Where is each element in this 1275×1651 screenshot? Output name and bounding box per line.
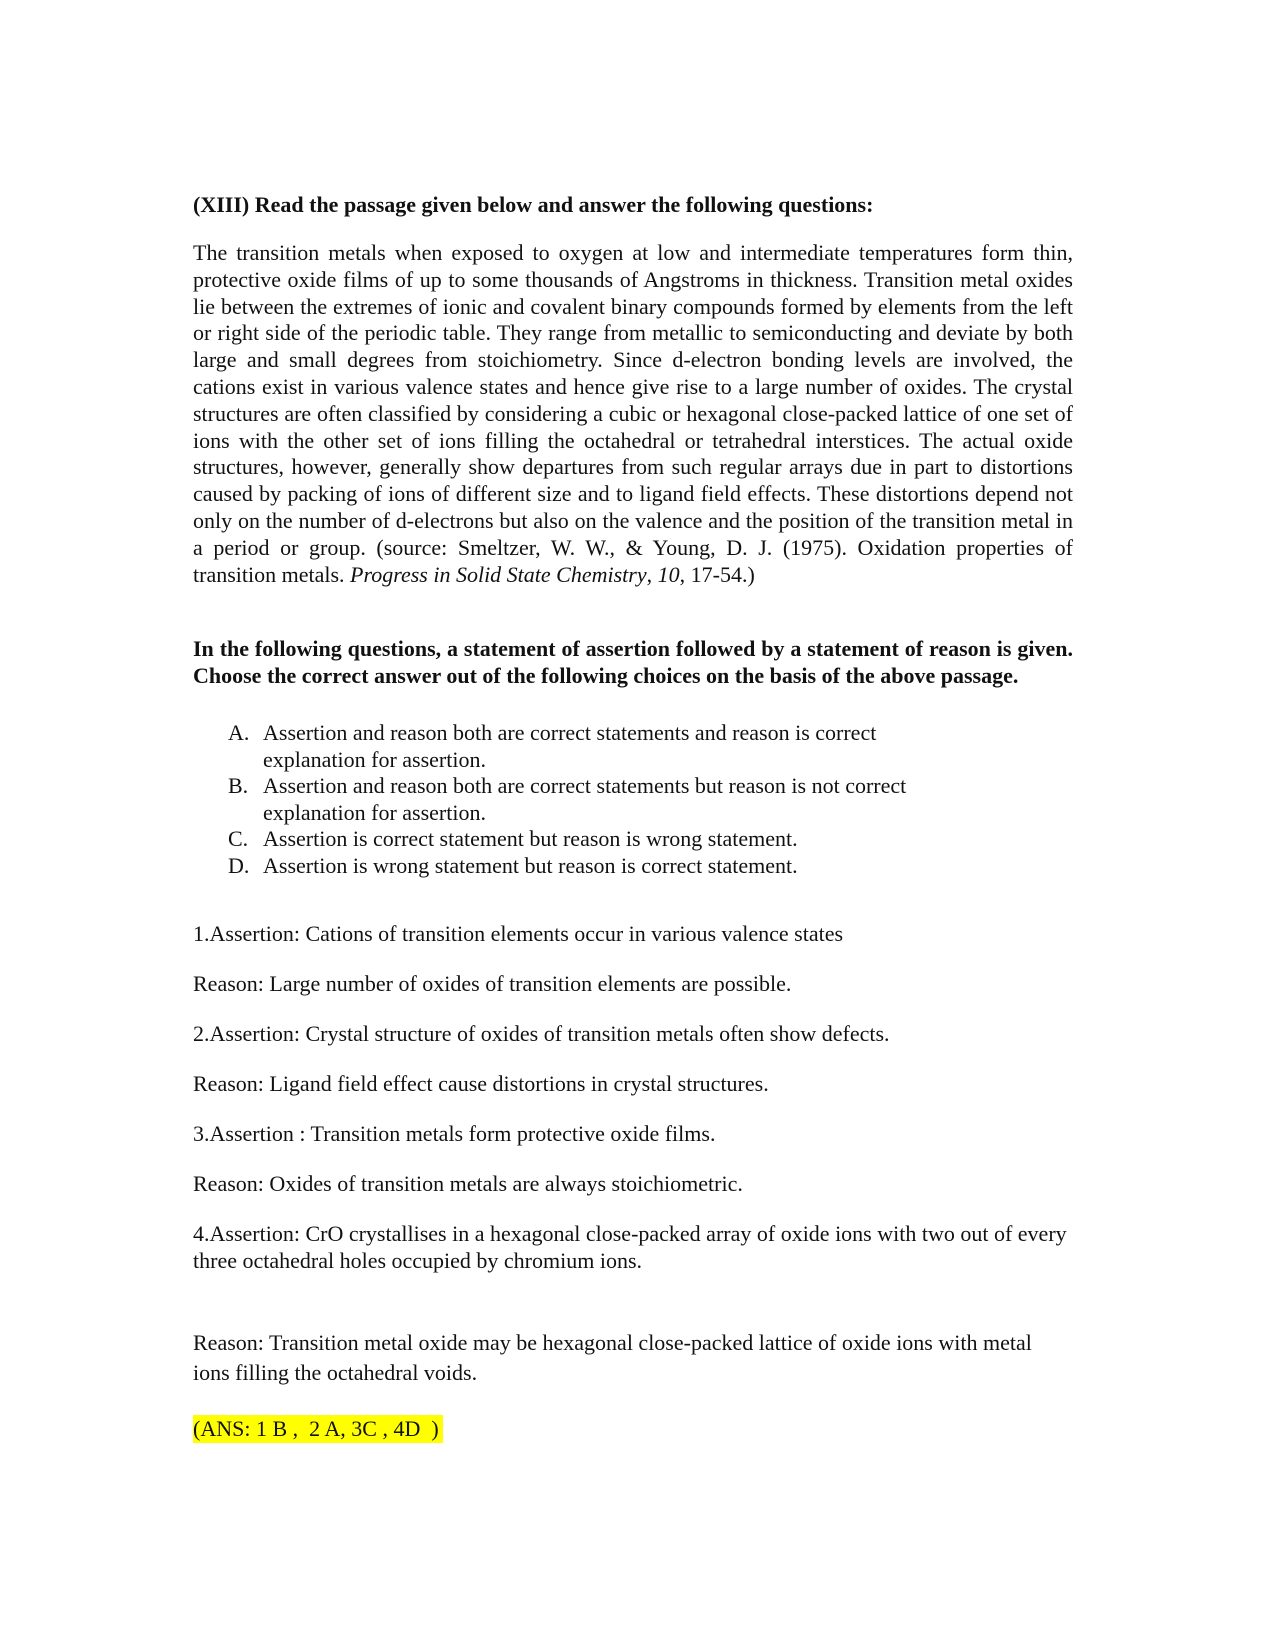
question-4-assertion: 4.Assertion: CrO crystallises in a hexagonal close-packed array of oxide ions with two out of every three octahedral holes occupied by chromium ions. xyxy=(193,1221,1067,1273)
question-1-reason: Reason: Large number of oxides of transition elements are possible. xyxy=(193,971,792,996)
section-heading: (XIII) Read the passage given below and answer the following questions: xyxy=(193,192,874,217)
choice-letter: A. xyxy=(228,720,250,745)
question-2-assertion: 2.Assertion: Crystal structure of oxides of transition metals often show defects. xyxy=(193,1021,890,1046)
choice-text: Assertion and reason both are correct statements and reason is correct explanation for assertion. xyxy=(263,720,877,772)
question-3-reason: Reason: Oxides of transition metals are always stoichiometric. xyxy=(193,1171,743,1196)
choice-letter: D. xyxy=(228,852,250,878)
question-3-assertion: 3.Assertion : Transition metals form protective oxide films. xyxy=(193,1121,716,1146)
choice-item-d xyxy=(193,853,1073,880)
choice-item-a xyxy=(193,720,1073,773)
passage-text: The transition metals when exposed to oxygen at low and intermediate temperatures form thin, protective oxide films of up to some thousands of Angstroms in thickness. Transition metal oxides lie between the extremes of ionic and covalent binary compounds formed by elements from the left or right side of the periodic table. They range from metallic to semiconducting and deviate by both large and small degrees from stoichiometry. Since d-electron bonding levels are involved, the cations exist in various valence states and hence give rise to a large number of oxides. The crystal structures are often classified by considering a cubic or hexagonal close-packed lattice of one set of ions with the other set of ions filling the octahedral or tetrahedral interstices. The actual oxide structures, however, generally show departures from such regular arrays due in part to distortions caused by packing of ions of different size and to ligand field effects. These distortions depend not only on the number of d-electrons but also on the valence and the position of the transition metal in a period or group. (source: Smeltzer, W. W., & Young, D. J. (1975). Oxidation properties of transition metals. xyxy=(193,240,1073,587)
choice-item-c xyxy=(193,826,1073,853)
choice-item-b xyxy=(193,773,1073,826)
instructions-paragraph: In the following questions, a statement of assertion followed by a statement of reason is given. Choose the correct answer out of the following choices on the basis of the above passage. xyxy=(193,636,1073,688)
question-1-assertion: 1.Assertion: Cations of transition elements occur in various valence states xyxy=(193,921,844,946)
answer-key: (ANS: 1 B , 2 A, 3C , 4D ) xyxy=(193,1415,443,1443)
journal-volume: 10 xyxy=(657,561,680,587)
choices-list xyxy=(193,720,1073,879)
passage-paragraph xyxy=(193,240,1073,588)
passage-comma: , xyxy=(646,561,658,587)
choice-text: Assertion is correct statement but reason is wrong statement. xyxy=(263,826,798,851)
passage-pages: , 17-54.) xyxy=(679,561,755,587)
choice-letter: B. xyxy=(228,773,249,798)
choice-text: Assertion and reason both are correct statements but reason is not correct explanation for assertion. xyxy=(263,773,907,825)
choice-letter: C. xyxy=(228,826,249,851)
question-4-reason: Reason: Transition metal oxide may be hexagonal close-packed lattice of oxide ions with metal ions filling the octahedral voids. xyxy=(193,1330,1032,1385)
choice-text: Assertion is wrong statement but reason is correct statement. xyxy=(263,852,798,878)
journal-title: Progress in Solid State Chemistry xyxy=(350,561,647,587)
question-2-reason: Reason: Ligand field effect cause distortions in crystal structures. xyxy=(193,1071,769,1096)
